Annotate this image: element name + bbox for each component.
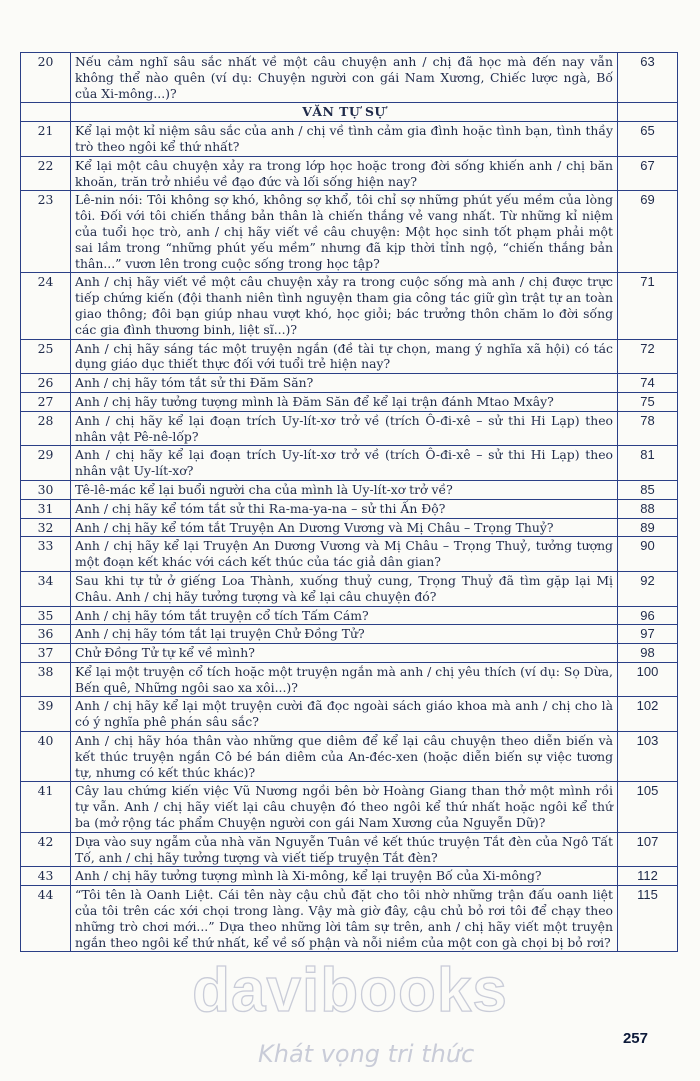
table-row (21, 782, 678, 832)
item-page: 74 (618, 374, 678, 393)
item-page: 81 (618, 446, 678, 481)
item-number: 44 (21, 886, 71, 952)
item-page: 89 (618, 518, 678, 537)
item-page: 97 (618, 625, 678, 644)
table-row (21, 832, 678, 867)
table-row (21, 273, 678, 339)
table-row (21, 697, 678, 732)
table-row (21, 446, 678, 481)
item-text: Anh / chị hãy kể lại đoạn trích Uy-lít-xơ trở về (trích Ô-đi-xê – sử thi Hi Lạp) theo nhân vật Pê-nê-lốp? (71, 411, 618, 446)
item-text: Anh / chị hãy tưởng tượng mình là Xi-mông, kể lại truyện Bố của Xi-mông? (71, 867, 618, 886)
section-heading-row (21, 103, 678, 122)
table-row (21, 537, 678, 572)
item-text: Chử Đồng Tử tự kể về mình? (71, 644, 618, 663)
item-text: Sau khi tự tử ở giếng Loa Thành, xuống thuỷ cung, Trọng Thuỷ đã tìm gặp lại Mị Châu. Anh / chị hãy tưởng tượng và kể lại câu chuyện đó? (71, 571, 618, 606)
item-number: 43 (21, 867, 71, 886)
item-text: Cây lau chứng kiến việc Vũ Nương ngồi bên bờ Hoàng Giang than thở một mình rồi tự vẫn. Anh / chị hãy viết lại câu chuyện đó theo ngôi kể thứ nhất hoặc ngôi kể thứ ba (mở rộng tác phẩm Chuyện người con gái Nam Xương của Nguyễn Dữ)? (71, 782, 618, 832)
item-number: 38 (21, 662, 71, 697)
item-page: 78 (618, 411, 678, 446)
watermark-slogan: Khát vọng tri thức (258, 1040, 475, 1068)
table-row (21, 374, 678, 393)
item-number: 28 (21, 411, 71, 446)
item-number: 30 (21, 480, 71, 499)
item-number: 23 (21, 191, 71, 273)
contents-table (20, 52, 678, 952)
item-text: Kể lại một kỉ niệm sâu sắc của anh / chị về tình cảm gia đình hoặc tình bạn, tình thầy trò theo ngôi kể thứ nhất? (71, 122, 618, 157)
item-number: 39 (21, 697, 71, 732)
item-page: 65 (618, 122, 678, 157)
item-page: 75 (618, 392, 678, 411)
table-row (21, 122, 678, 157)
item-page: 103 (618, 732, 678, 782)
item-page: 67 (618, 156, 678, 191)
item-page: 90 (618, 537, 678, 572)
item-text: Anh / chị hãy tóm tắt truyện cổ tích Tấm Cám? (71, 606, 618, 625)
item-page: 98 (618, 644, 678, 663)
item-number: 26 (21, 374, 71, 393)
item-text: Nếu cảm nghĩ sâu sắc nhất về một câu chuyện anh / chị đã học mà đến nay vẫn không thể nào quên (ví dụ: Chuyện người con gái Nam Xương, Chiếc lược ngà, Bố của Xi-mông...)? (71, 53, 618, 103)
item-text: Anh / chị hãy kể lại một truyện cười đã đọc ngoài sách giáo khoa mà anh / chị cho là có ý nghĩa phê phán sâu sắc? (71, 697, 618, 732)
item-number: 42 (21, 832, 71, 867)
item-page: 71 (618, 273, 678, 339)
table-row (21, 886, 678, 952)
table-row (21, 518, 678, 537)
table-row (21, 662, 678, 697)
item-number: 40 (21, 732, 71, 782)
table-row (21, 191, 678, 273)
item-page: 112 (618, 867, 678, 886)
item-text: Kể lại một câu chuyện xảy ra trong lớp học hoặc trong đời sống khiến anh / chị băn khoăn, trăn trở nhiều về đạo đức và lối sống hiện nay? (71, 156, 618, 191)
item-page: 72 (618, 339, 678, 374)
table-row (21, 625, 678, 644)
page-number: 257 (622, 1030, 648, 1047)
table-row (21, 392, 678, 411)
item-page: 107 (618, 832, 678, 867)
table-row (21, 480, 678, 499)
item-number: 20 (21, 53, 71, 103)
item-page: 69 (618, 191, 678, 273)
item-text: Anh / chị hãy tưởng tượng mình là Đăm Săn để kể lại trận đánh Mtao Mxây? (71, 392, 618, 411)
item-number: 37 (21, 644, 71, 663)
item-text: Anh / chị hãy kể tóm tắt Truyện An Dương Vương và Mị Châu – Trọng Thuỷ? (71, 518, 618, 537)
item-number: 24 (21, 273, 71, 339)
item-number: 33 (21, 537, 71, 572)
section-title: VĂN TỰ SỰ (71, 103, 618, 122)
item-text: “Tôi tên là Oanh Liệt. Cái tên này cậu chủ đặt cho tôi nhờ những trận đấu oanh liệt của tôi trên các xới chọi trong làng. Vậy mà giờ đây, cậu chủ bỏ rơi tôi để chạy theo những trò chơi mới...” Dựa theo những lời tâm sự trên, anh / chị hãy viết một truyện ngắn theo ngôi kể thứ nhất, kể về số phận và nỗi niềm của một con gà chọi bị bỏ rơi? (71, 886, 618, 952)
item-text: Anh / chị hãy sáng tác một truyện ngắn (đề tài tự chọn, mang ý nghĩa xã hội) có tác dụng giáo dục thiết thực đối với tuổi trẻ hiện nay? (71, 339, 618, 374)
item-page: 100 (618, 662, 678, 697)
item-text: Anh / chị hãy tóm tắt sử thi Đăm Săn? (71, 374, 618, 393)
item-page: 63 (618, 53, 678, 103)
item-number: 34 (21, 571, 71, 606)
table-row (21, 156, 678, 191)
table-row (21, 571, 678, 606)
table-row (21, 732, 678, 782)
table-row (21, 411, 678, 446)
item-number: 22 (21, 156, 71, 191)
item-page: 115 (618, 886, 678, 952)
item-text: Kể lại một truyện cổ tích hoặc một truyện ngắn mà anh / chị yêu thích (ví dụ: Sọ Dừa, Bến quê, Những ngôi sao xa xôi...)? (71, 662, 618, 697)
section-heading-group (21, 103, 678, 122)
table-row (21, 339, 678, 374)
item-page: 88 (618, 499, 678, 518)
item-page: 105 (618, 782, 678, 832)
watermark-logo: davibooks (192, 956, 508, 1025)
item-text: Anh / chị hãy hóa thân vào những que diêm để kể lại câu chuyện theo diễn biến và kết thúc truyện ngắn Cô bé bán diêm của An-đéc-xen (hoặc diễn biến sự việc tương tự, nhưng có kết thúc khác)? (71, 732, 618, 782)
item-text: Anh / chị hãy kể lại đoạn trích Uy-lít-xơ trở về (trích Ô-đi-xê – sử thi Hi Lạp) theo nhân vật Uy-lít-xơ? (71, 446, 618, 481)
table-row (21, 499, 678, 518)
item-number: 41 (21, 782, 71, 832)
item-page: 102 (618, 697, 678, 732)
item-text: Anh / chị hãy tóm tắt lại truyện Chử Đồng Tử? (71, 625, 618, 644)
item-number: 21 (21, 122, 71, 157)
item-number: 32 (21, 518, 71, 537)
item-text: Lê-nin nói: Tôi không sợ khó, không sợ khổ, tôi chỉ sợ những phút yếu mềm của lòng tôi. Đối với tôi chiến thắng bản thân là chiến thắng vẻ vang nhất. Từ những kỉ niệm của tuổi học trò, anh / chị hãy viết về câu chuyện: Một học sinh tốt phạm phải một sai lầm trong “những phút yếu mềm” nhưng đã kịp thời tỉnh ngộ, “chiến thắng bản thân...” vươn lên trong cuộc sống trong học tập? (71, 191, 618, 273)
item-page: 92 (618, 571, 678, 606)
item-page: 96 (618, 606, 678, 625)
item-text: Anh / chị hãy kể lại Truyện An Dương Vương và Mị Châu – Trọng Thuỷ, tưởng tượng một đoạn kết khác với cách kết thúc của tác giả dân gian? (71, 537, 618, 572)
table-row (21, 867, 678, 886)
section-rows (21, 122, 678, 952)
table-row (21, 606, 678, 625)
item-text: Tê-lê-mác kể lại buổi người cha của mình là Uy-lít-xơ trở về? (71, 480, 618, 499)
item-page: 85 (618, 480, 678, 499)
item-number: 35 (21, 606, 71, 625)
item-number: 29 (21, 446, 71, 481)
table-row (21, 53, 678, 103)
table-row (21, 644, 678, 663)
item-text: Anh / chị hãy viết về một câu chuyện xảy ra trong cuộc sống mà anh / chị được trực tiếp chứng kiến (đội thanh niên tình nguyện tham gia công tác giữ gìn trật tự an toàn giao thông; đôi bạn giúp nhau vượt khó, học giỏi; bác trưởng thôn chăm lo đời sống các gia đình thương binh, liệt sĩ...)? (71, 273, 618, 339)
item-number: 36 (21, 625, 71, 644)
item-number: 27 (21, 392, 71, 411)
item-text: Dựa vào suy ngẫm của nhà văn Nguyễn Tuân về kết thúc truyện Tắt đèn của Ngô Tất Tố, anh / chị hãy tưởng tượng và viết tiếp truyện Tắt đèn? (71, 832, 618, 867)
item-number: 31 (21, 499, 71, 518)
item-text: Anh / chị hãy kể tóm tắt sử thi Ra-ma-ya-na – sử thi Ấn Độ? (71, 499, 618, 518)
top-rows (21, 53, 678, 103)
item-number: 25 (21, 339, 71, 374)
